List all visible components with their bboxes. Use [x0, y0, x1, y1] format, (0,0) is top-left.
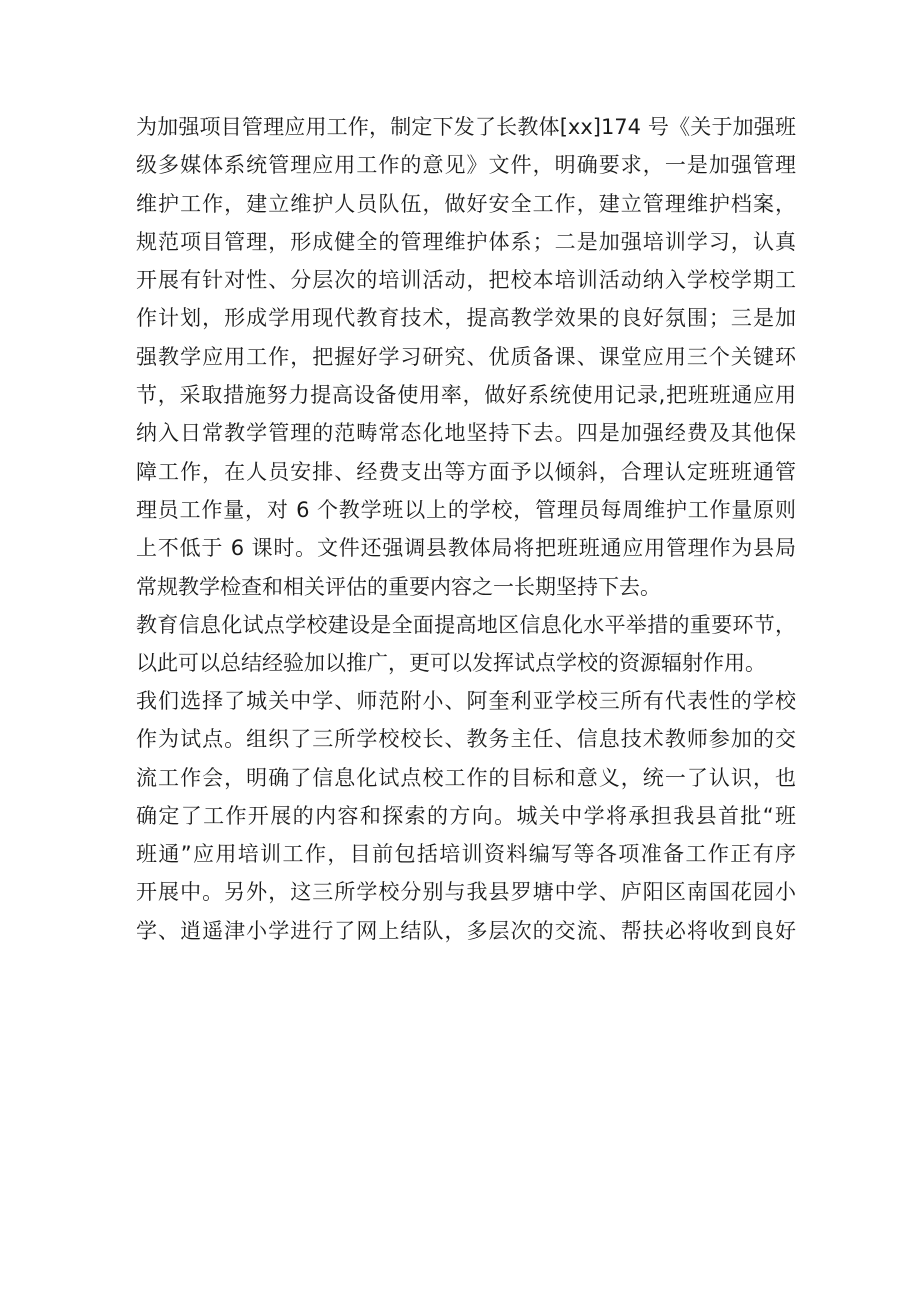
- text-line: 教育信息化试点学校建设是全面提高地区信息化水平举措的重要环节，: [136, 613, 796, 637]
- text-line: 理员工作量，对 6 个教学班以上的学校，管理员每周维护工作量原则: [136, 497, 796, 522]
- text-line: 确定了工作开展的内容和探索的方向。城关中学将承担我县首批“班: [136, 803, 796, 828]
- text-line: 强教学应用工作，把握好学习研究、优质备课、课堂应用三个关键环: [136, 344, 796, 369]
- text-line: 纳入日常教学管理的范畴常态化地坚持下去。四是加强经费及其他保: [136, 421, 796, 446]
- text-line: 规范项目管理，形成健全的管理维护体系；二是加强培训学习，认真: [136, 229, 796, 254]
- text-line: 级多媒体系统管理应用工作的意见》文件，明确要求，一是加强管理: [136, 153, 796, 178]
- text-line: 常规教学检查和相关评估的重要内容之一长期坚持下去。: [136, 574, 661, 599]
- text-line: 开展中。另外，这三所学校分别与我县罗塘中学、庐阳区南国花园小: [136, 880, 796, 905]
- paragraph-pilot-schools: [136, 606, 796, 683]
- text-line: 开展有针对性、分层次的培训活动，把校本培训活动纳入学校学期工: [136, 268, 796, 293]
- text-line: 以此可以总结经验加以推广，更可以发挥试点学校的资源辐射作用。: [136, 651, 766, 676]
- text-line: 学、逍遥津小学进行了网上结队，多层次的交流、帮扶必将收到良好: [136, 918, 796, 943]
- text-line: 作计划，形成学用现代教育技术，提高教学效果的良好氛围；三是加: [136, 306, 796, 331]
- paragraph-project-management: [136, 108, 796, 606]
- text-line: 我们选择了城关中学、师范附小、阿奎利亚学校三所有代表性的学校: [136, 689, 796, 713]
- text-line: 为加强项目管理应用工作，制定下发了长教体[xx]174 号《关于加强班: [136, 115, 796, 139]
- text-line: 流工作会，明确了信息化试点校工作的目标和意义，统一了认识，也: [136, 765, 796, 790]
- text-line: 维护工作，建立维护人员队伍，做好安全工作，建立管理维护档案，: [136, 191, 796, 216]
- text-line: 作为试点。组织了三所学校校长、教务主任、信息技术教师参加的交: [136, 727, 796, 752]
- text-line: 班通”应用培训工作，目前包括培训资料编写等各项准备工作正有序: [136, 842, 796, 867]
- text-line: 节，采取措施努力提高设备使用率，做好系统使用记录,把班班通应用: [136, 383, 796, 408]
- paragraph-selected-schools: [136, 682, 796, 950]
- text-line: 上不低于 6 课时。文件还强调县教体局将把班班通应用管理作为县局: [136, 536, 796, 561]
- text-line: 障工作，在人员安排、经费支出等方面予以倾斜，合理认定班班通管: [136, 459, 796, 484]
